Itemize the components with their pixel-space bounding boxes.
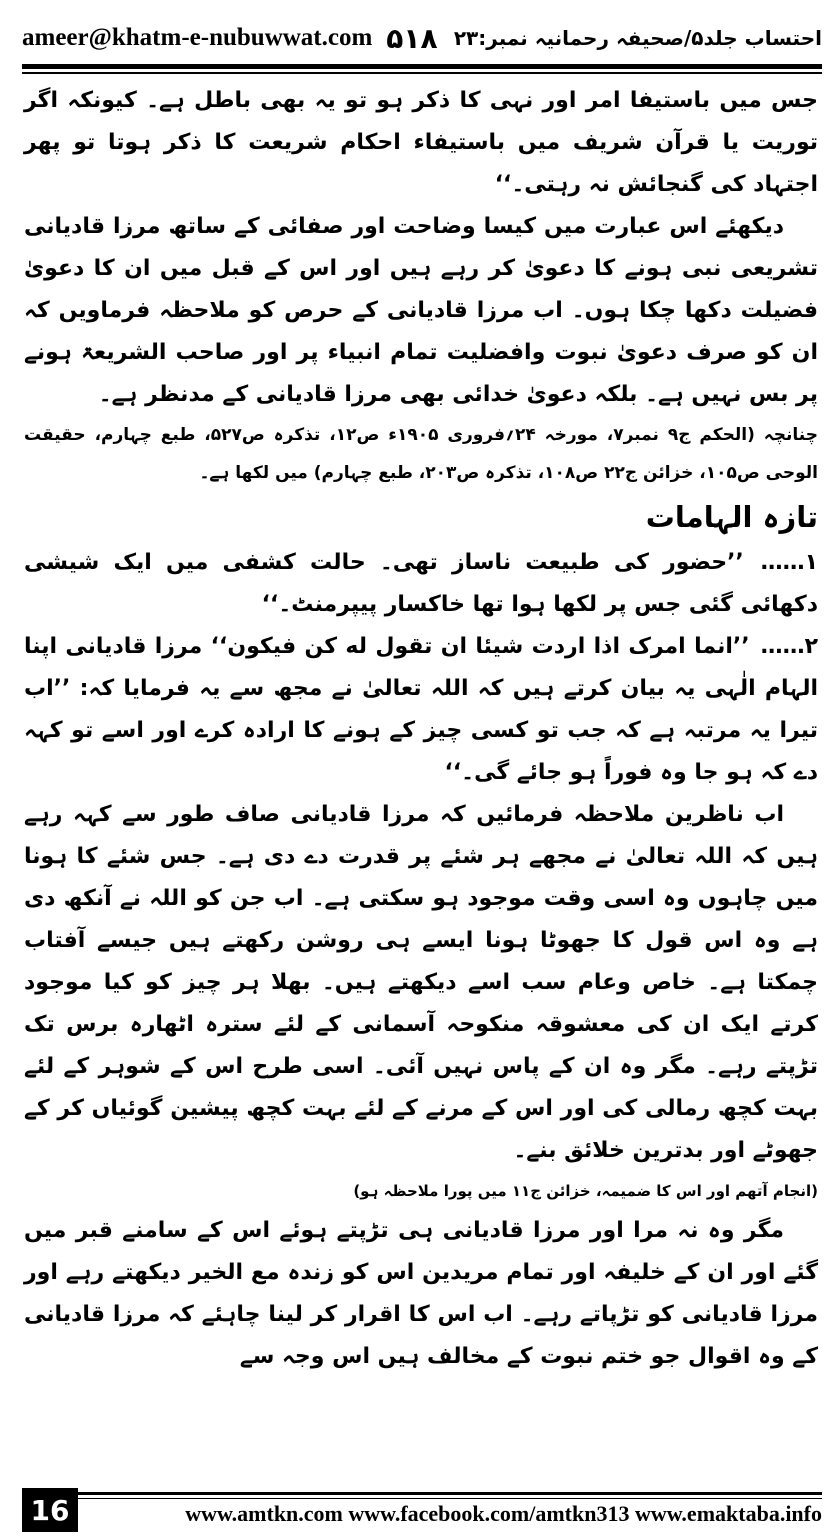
reference-2: (انجام آتھم اور اس کا ضمیمہ، خزائن ج۱۱ میں پورا ملاحظہ ہو) — [353, 1182, 818, 1200]
footer-page-number: 16 — [22, 1488, 78, 1532]
paragraph-4: مگر وہ نہ مرا اور مرزا قادیانی ہی تڑپتے ہوئے اس کے سامنے قبر میں گئے اور ان کے خلیفہ اور تمام مریدین اس کو زندہ مع الخیر دیکھتے رہے اور مرزا قادیانی کو تڑپاتے رہے۔ اب اس کا اقرار کر لینا چاہئے کہ مرزا قادیانی کے وہ اقوال جو ختم نبوت کے مخالف ہیں اس وجہ سے — [24, 1218, 818, 1369]
list-item-2-text: ’’انما امرک اذا اردت شیئا ان تقول له کن فیکون‘‘ مرزا قادیانی اپنا الہام الٰہی یہ بیان کرتے ہیں کہ اللہ تعالیٰ نے مجھ سے یہ فرمایا کہ: ’’اب تیرا یہ مرتبہ ہے کہ جب تو کسی چیز کے ہونے کا ارادہ کرے اور اسے تو کہہ دے کہ ہو جا وہ فوراً ہو جائے گی۔‘‘ — [24, 634, 818, 785]
header-rule-thick — [22, 64, 822, 69]
header-left — [22, 22, 438, 55]
header-page-number: ۵۱۸ — [386, 21, 438, 55]
footer-links: www.amtkn.com www.facebook.com/amtkn313 www.emaktaba.info — [185, 1501, 822, 1526]
paragraph-1: جس میں باستیفا امر اور نہی کا ذکر ہو تو یہ بھی باطل ہے۔ کیونکہ اگر توریت یا قرآن شریف میں باستیفاء احکام شریعت کا ذکر ہوتا تو پھر اجتہاد کی گنجائش نہ رہتی۔‘‘ — [24, 88, 818, 197]
header-email: ameer@khatm-e-nubuwwat.com — [22, 24, 373, 51]
page-header — [22, 14, 822, 62]
section-heading: تازہ الہامات — [645, 500, 818, 534]
list-item-1 — [24, 542, 818, 626]
page-body — [24, 80, 818, 1378]
footer-rule-thin — [22, 1498, 822, 1499]
list-item-1-text: ’’حضور کی طبیعت ناساز تھی۔ حالت کشفی میں ایک شیشی دکھائی گئی جس پر لکھا ہوا تھا خاکسار پیپرمنٹ۔‘‘ — [24, 550, 818, 617]
page-footer — [22, 1488, 822, 1532]
list-item-1-number: ۱…… — [760, 550, 818, 575]
list-item-2 — [24, 626, 818, 794]
list-item-2-number: ۲…… — [760, 634, 818, 659]
header-title: احتساب جلد۵/صحیفہ رحمانیہ نمبر:۲۳ — [453, 26, 822, 50]
footer-rule-thick — [22, 1492, 822, 1495]
reference-1: چنانچہ (الحکم ج۹ نمبر۷، مورخہ ۲۴؍فروری ۱۹۰۵ء ص۱۲، تذکرہ ص۵۲۷، طبع چہارم، حقیقت الوحی ص۱۰۵، خزائن ج۲۲ ص۱۰۸، تذکرہ ص۲۰۳، طبع چہارم) میں لکھا ہے۔ — [24, 425, 818, 483]
paragraph-2: دیکھئے اس عبارت میں کیسا وضاحت اور صفائی کے ساتھ مرزا قادیانی تشریعی نبی ہونے کا دعویٰ کر رہے ہیں اور اس کے قبل میں ان کا دعویٰ فضیلت دکھا چکا ہوں۔ اب مرزا قادیانی کے حرص کو ملاحظہ فرماویں کہ ان کو صرف دعویٰ نبوت وافضلیت تمام انبیاء پر اور صاحب الشریعۃ ہونے پر بس نہیں ہے۔ بلکہ دعویٰ خدائی بھی مرزا قادیانی کے مدنظر ہے۔ — [24, 214, 818, 407]
header-rule-thin — [22, 72, 822, 74]
paragraph-3: اب ناظرین ملاحظہ فرمائیں کہ مرزا قادیانی صاف طور سے کہہ رہے ہیں کہ اللہ تعالیٰ نے مجھے ہر شئے پر قدرت دے دی ہے۔ جس شئے کا ہونا میں چاہوں وہ اسی وقت موجود ہو سکتی ہے۔ اب جن کو اللہ نے آنکھ دی ہے وہ اس قول کا جھوٹا ہونا ایسے ہی روشن رکھتے ہیں جیسے آفتاب چمکتا ہے۔ خاص وعام سب اسے دیکھتے ہیں۔ بھلا ہر چیز کو کیا موجود کرتے ایک ان کی معشوقہ منکوحہ آسمانی کے لئے سترہ اٹھارہ برس تک تڑپتے رہے۔ مگر وہ ان کے پاس نہیں آئی۔ اسی طرح اس کے شوہر کے لئے بہت کچھ رمالی کی اور اس کے مرنے کے لئے بہت کچھ پیشین گوئیاں کر کے جھوٹے اور بدترین خلائق بنے۔ — [24, 802, 818, 1163]
